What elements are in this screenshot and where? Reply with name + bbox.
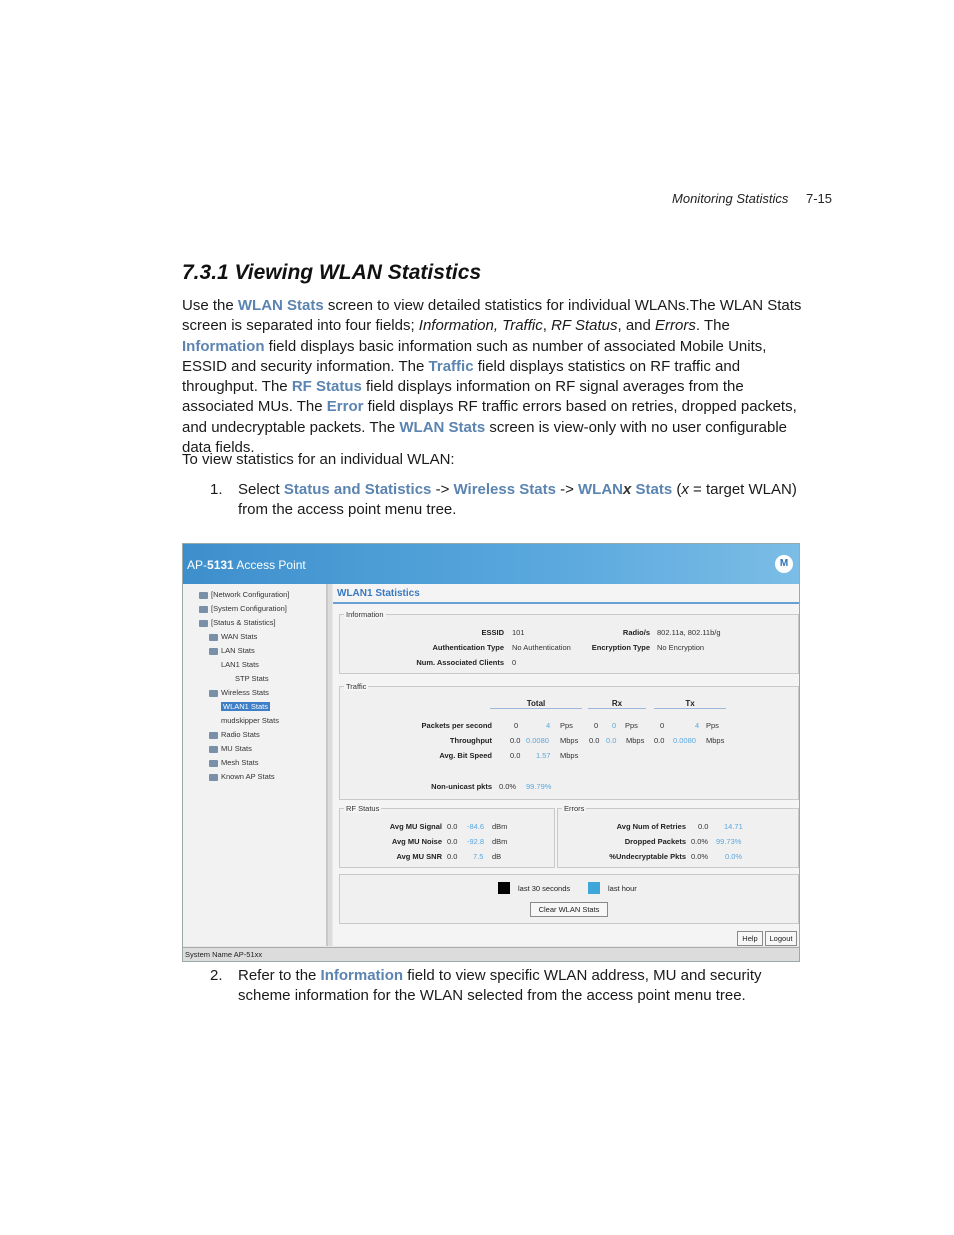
mu-snr-label: Avg MU SNR <box>396 852 442 861</box>
text: -> <box>555 481 579 498</box>
unit: Pps <box>560 721 573 730</box>
wireless-icon <box>209 690 218 697</box>
legend-label-30s: last 30 seconds <box>518 884 571 893</box>
keyword: Information <box>182 337 265 355</box>
value: 0.0 <box>606 736 617 745</box>
mu-signal-label: Avg MU Signal <box>389 822 442 831</box>
information-fieldset <box>339 610 799 674</box>
keyword: Status and Statistics <box>283 481 432 498</box>
access-point-icon <box>209 774 218 781</box>
tree-label: MU Stats <box>221 744 252 753</box>
column-header-tx: Tx <box>654 699 726 709</box>
text: , and <box>617 317 656 335</box>
fieldset-legend: Traffic <box>346 682 367 691</box>
tree-label: LAN1 Stats <box>221 660 259 669</box>
keyword: WLAN Stats <box>237 297 324 314</box>
unit: Pps <box>625 721 638 730</box>
help-button[interactable]: Help <box>737 931 763 946</box>
tree-label: Wireless Stats <box>221 688 269 697</box>
keyword: Traffic <box>428 357 474 375</box>
unit: Pps <box>706 721 719 730</box>
menu-tree <box>183 584 328 946</box>
header-section: Monitoring Statistics <box>672 191 789 206</box>
value: 0.0 <box>510 751 521 760</box>
pps-label: Packets per second <box>421 721 492 730</box>
radio-icon <box>209 732 218 739</box>
intro-paragraph <box>182 296 802 458</box>
tree-item-status-statistics[interactable] <box>199 618 276 627</box>
value: 0.0 <box>510 736 521 745</box>
italic-term: Errors <box>655 317 696 335</box>
value: 0 <box>660 721 665 730</box>
tree-label: Known AP Stats <box>221 772 275 781</box>
auth-type-value: No Authentication <box>512 643 571 652</box>
tree-item-mu-stats[interactable] <box>209 744 252 753</box>
tree-item-mudskipper-stats[interactable] <box>221 716 279 725</box>
essid-label: ESSID <box>481 628 504 637</box>
italic-term: x <box>681 481 689 498</box>
column-header-rx: Rx <box>588 699 646 709</box>
value: 0 <box>612 721 617 730</box>
traffic-fieldset <box>339 682 799 800</box>
undecryptable-label: %Undecryptable Pkts <box>609 852 686 861</box>
errors-fieldset <box>557 804 799 868</box>
step-1 <box>182 480 802 521</box>
lead-sentence: To view statistics for an individual WLAN: <box>182 451 455 468</box>
tree-item-lan1-stats[interactable] <box>221 660 259 669</box>
tree-label: [Network Configuration] <box>211 590 290 599</box>
app-title-part: 5131 <box>207 558 234 572</box>
folder-icon <box>199 620 208 627</box>
radios-label: Radio/s <box>622 628 650 637</box>
legend-box <box>339 874 799 924</box>
text: field displays basic information such as number of associated Mobile Units, ESSID and security information. The <box>182 337 767 375</box>
app-titlebar <box>183 544 799 584</box>
app-title <box>187 558 306 572</box>
step-number: 1. <box>210 481 223 498</box>
fieldset-legend: Information <box>346 610 384 619</box>
clients-label: Num. Associated Clients <box>416 658 504 667</box>
keyword: Wireless Stats <box>453 481 556 498</box>
italic-term: Information, Traffic <box>418 317 543 335</box>
legend-label-hour: last hour <box>608 884 637 893</box>
unit: dBm <box>492 837 508 846</box>
value: 0.0% <box>499 782 517 791</box>
keyword: WLAN <box>578 481 624 498</box>
legend-swatch-hour <box>588 882 600 894</box>
header-page-number: 7-15 <box>805 191 832 206</box>
dropped-packets-label: Dropped Packets <box>624 837 686 846</box>
status-bar: System Name AP-51xx <box>183 947 800 961</box>
device-icon <box>209 746 218 753</box>
keyword: x <box>623 481 632 498</box>
step-text <box>238 480 802 521</box>
tree-item-wan-stats[interactable] <box>209 632 257 641</box>
value: 0.0 <box>447 822 458 831</box>
value: -92.8 <box>467 837 485 846</box>
tree-item-system-config[interactable] <box>199 604 287 613</box>
keyword: WLAN Stats <box>399 418 486 436</box>
bit-speed-label: Avg. Bit Speed <box>439 751 492 760</box>
text: ( <box>672 481 682 498</box>
keyword: Stats <box>631 481 673 498</box>
tree-item-mesh-stats[interactable] <box>209 758 259 767</box>
text: . The <box>695 317 730 335</box>
network-icon <box>209 634 218 641</box>
essid-value: 101 <box>512 628 525 637</box>
value: 0.0080 <box>526 736 549 745</box>
running-header <box>672 191 832 206</box>
unit: Mbps <box>706 736 725 745</box>
tree-label: mudskipper Stats <box>221 716 279 725</box>
unit: dBm <box>492 822 508 831</box>
value: -84.6 <box>467 822 485 831</box>
auth-type-label: Authentication Type <box>432 643 504 652</box>
pane-splitter[interactable] <box>328 584 332 946</box>
folder-icon <box>199 592 208 599</box>
radios-value: 802.11a, 802.11b/g <box>657 628 721 637</box>
non-unicast-label: Non-unicast pkts <box>431 782 492 791</box>
tree-item-wlan1-stats[interactable] <box>221 702 270 711</box>
tree-label: [System Configuration] <box>211 604 287 613</box>
keyword: Information <box>320 967 404 984</box>
network-icon <box>209 648 218 655</box>
rf-status-fieldset <box>339 804 555 868</box>
value: 0.0 <box>654 736 665 745</box>
tree-label: WLAN1 Stats <box>223 702 269 711</box>
text: field to view specific WLAN address, MU and security scheme information for the WLAN selected from the access point menu tree. <box>238 967 762 1005</box>
app-title-part: Access Point <box>233 558 306 572</box>
clear-wlan-stats-button[interactable]: Clear WLAN Stats <box>530 902 608 917</box>
keyword: Error <box>326 398 364 416</box>
stats-panel <box>333 584 799 946</box>
text: -> <box>431 481 454 498</box>
keyword: RF Status <box>291 378 362 396</box>
app-title-part: AP- <box>187 558 208 572</box>
tree-label: Radio Stats <box>221 730 260 739</box>
value: 99.73% <box>716 837 742 846</box>
panel-title: WLAN1 Statistics <box>337 588 420 599</box>
tree-item-radio-stats[interactable] <box>209 730 260 739</box>
italic-term: RF Status <box>551 317 618 335</box>
tree-item-lan-stats[interactable] <box>209 646 255 655</box>
value: 99.79% <box>526 782 552 791</box>
encryption-type-value: No Encryption <box>657 643 705 652</box>
motorola-logo-icon: M <box>775 555 793 573</box>
unit: Mbps <box>560 751 579 760</box>
tree-item-network-config[interactable] <box>199 590 289 599</box>
value: 0.0 <box>589 736 600 745</box>
value: 4 <box>546 721 551 730</box>
unit: Mbps <box>626 736 645 745</box>
mesh-icon <box>209 760 218 767</box>
value: 0 <box>594 721 599 730</box>
text: Refer to the <box>238 967 321 984</box>
text: field displays RF traffic errors based on retries, dropped packets, and undecryptable packets. The <box>182 398 797 436</box>
tree-item-known-ap-stats[interactable] <box>209 772 275 781</box>
text: field displays statistics on RF traffic and throughput. The <box>182 357 741 396</box>
tree-item-stp-stats[interactable] <box>235 674 269 683</box>
value: 14.71 <box>724 822 743 831</box>
text: field displays information on RF signal averages from the associated MUs. The <box>182 378 744 416</box>
tree-label: LAN Stats <box>221 646 255 655</box>
tree-label: [Status & Statistics] <box>211 618 276 627</box>
value: 0.0% <box>691 837 709 846</box>
value: 4 <box>695 721 700 730</box>
tree-label: STP Stats <box>235 674 269 683</box>
text: Use the <box>182 297 238 314</box>
step-text <box>238 966 802 1007</box>
tree-label: Mesh Stats <box>221 758 259 767</box>
value: 0.0% <box>691 852 709 861</box>
text: = target WLAN) from the access point menu tree. <box>238 481 797 519</box>
wlan-stats-screenshot <box>182 543 800 962</box>
step-2 <box>182 966 802 1007</box>
value: 0.0% <box>725 852 743 861</box>
value: 1.57 <box>536 751 551 760</box>
column-header-total: Total <box>490 699 582 709</box>
mu-noise-label: Avg MU Noise <box>391 837 442 846</box>
tree-label: WAN Stats <box>221 632 258 641</box>
clients-value: 0 <box>512 658 517 667</box>
folder-icon <box>199 606 208 613</box>
section-title: 7.3.1 Viewing WLAN Statistics <box>182 261 482 284</box>
tree-item-wireless-stats[interactable] <box>209 688 269 697</box>
fieldset-legend: RF Status <box>346 804 380 813</box>
unit: Mbps <box>560 736 579 745</box>
encryption-type-label: Encryption Type <box>591 643 650 652</box>
value: 0 <box>514 721 519 730</box>
text: screen is view-only with no user configurable data fields. <box>182 418 788 457</box>
unit: dB <box>492 852 502 861</box>
step-number: 2. <box>210 967 223 984</box>
retries-label: Avg Num of Retries <box>616 822 686 831</box>
value: 0.0080 <box>673 736 696 745</box>
value: 0.0 <box>447 852 458 861</box>
fieldset-legend: Errors <box>564 804 585 813</box>
value: 0.0 <box>447 837 458 846</box>
throughput-label: Throughput <box>449 736 492 745</box>
text: , <box>542 317 552 335</box>
legend-swatch-30s <box>498 882 510 894</box>
value: 7.5 <box>473 852 484 861</box>
text: screen to view detailed statistics for individual WLANs.The WLAN Stats screen is separated into four fields; <box>182 297 802 335</box>
logout-button[interactable]: Logout <box>765 931 797 946</box>
title-underline <box>333 602 799 604</box>
value: 0.0 <box>698 822 709 831</box>
text: Select <box>238 481 284 498</box>
